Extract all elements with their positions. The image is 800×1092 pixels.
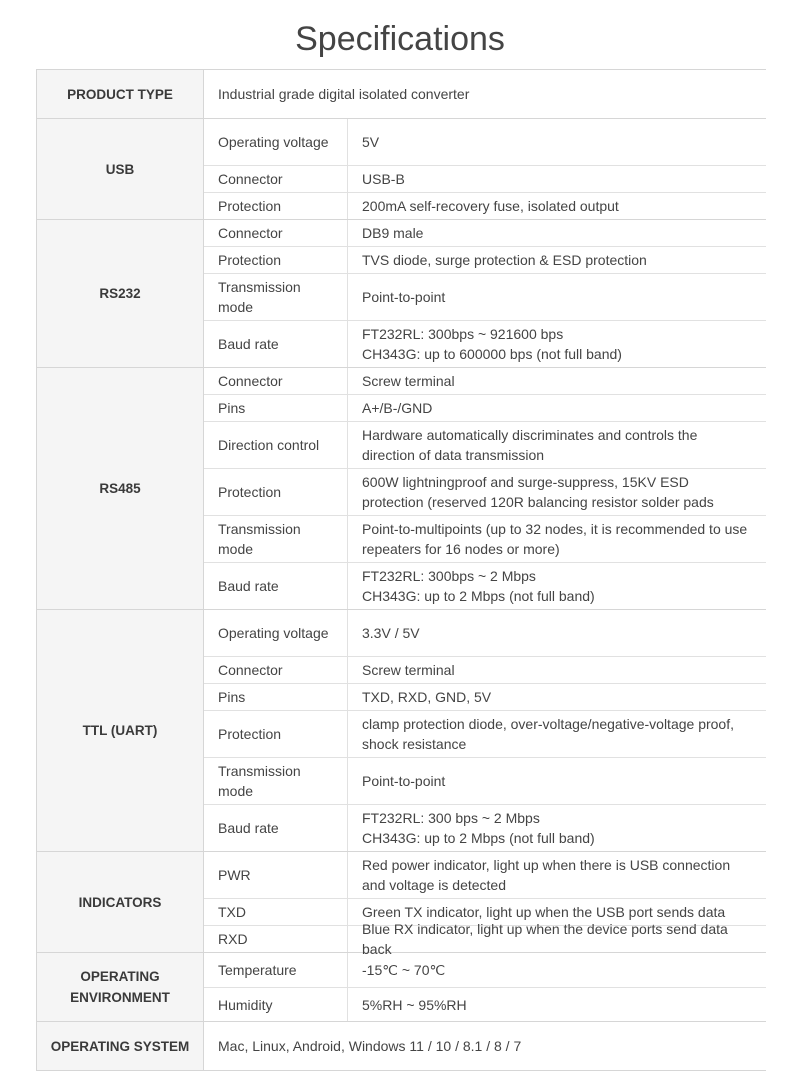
spec-key: Connector: [204, 220, 348, 246]
spec-row: [204, 657, 766, 684]
spec-key: TXD: [204, 899, 348, 925]
spec-value-line: FT232RL: 300 bps ~ 2 Mbps: [362, 810, 540, 826]
spec-row: [204, 805, 766, 851]
spec-key: Protection: [204, 193, 348, 219]
spec-value: [348, 321, 766, 367]
spec-value: clamp protection diode, over-voltage/negative-voltage proof, shock resistance: [362, 716, 734, 752]
spec-key: Protection: [204, 469, 348, 515]
spec-key: Humidity: [204, 988, 348, 1021]
spec-row: [204, 711, 766, 758]
spec-value-line: FT232RL: 300bps ~ 921600 bps: [362, 326, 564, 342]
spec-key: RXD: [204, 926, 348, 952]
spec-row: [204, 684, 766, 711]
spec-value: TXD, RXD, GND, 5V: [362, 689, 492, 705]
spec-key: Connector: [204, 657, 348, 683]
spec-row: [204, 469, 766, 516]
spec-key: Transmission mode: [204, 274, 348, 320]
spec-key: Protection: [204, 247, 348, 273]
spec-row: [204, 988, 766, 1021]
spec-row: [204, 247, 766, 274]
spec-group-environment: [37, 953, 766, 1022]
spec-value: Green TX indicator, light up when the USB port sends data: [362, 904, 726, 920]
category-label: USB: [37, 119, 204, 219]
spec-key: Operating voltage: [204, 610, 348, 656]
spec-row: [204, 193, 766, 219]
spec-table: [36, 69, 766, 1071]
spec-row: [204, 610, 766, 657]
category-label: RS485: [37, 368, 204, 609]
spec-key: Connector: [204, 368, 348, 394]
spec-value: Screw terminal: [362, 662, 455, 678]
spec-key: Protection: [204, 711, 348, 757]
spec-value: Red power indicator, light up when there is USB connection and voltage is detected: [362, 857, 731, 893]
spec-value: 5%RH ~ 95%RH: [362, 996, 467, 1013]
spec-value: 3.3V / 5V: [362, 625, 420, 641]
spec-row: [204, 119, 766, 166]
spec-key: Connector: [204, 166, 348, 192]
spec-group-rs232: [37, 220, 766, 368]
category-label: INDICATORS: [37, 852, 204, 952]
spec-value: Hardware automatically discriminates and controls the direction of data transmission: [362, 427, 698, 463]
spec-key: Baud rate: [204, 563, 348, 609]
spec-row: [204, 368, 766, 395]
spec-value: Point-to-point: [362, 289, 446, 305]
spec-value-line: CH343G: up to 2 Mbps (not full band): [362, 830, 595, 846]
product-type-value: Industrial grade digital isolated converter: [218, 86, 470, 102]
spec-value: -15℃ ~ 70℃: [362, 962, 446, 978]
spec-value: [348, 563, 766, 609]
category-label: RS232: [37, 220, 204, 367]
spec-value-line: CH343G: up to 2 Mbps (not full band): [362, 588, 595, 604]
spec-key: PWR: [204, 852, 348, 898]
spec-value: Point-to-point: [362, 773, 446, 789]
spec-value: DB9 male: [362, 225, 424, 241]
spec-value: A+/B-/GND: [362, 400, 433, 416]
spec-row: [204, 274, 766, 321]
spec-key: Pins: [204, 684, 348, 710]
category-label: OPERATING SYSTEM: [37, 1022, 204, 1070]
spec-value: 600W lightningproof and surge-suppress, 15KV ESD protection (reserved 120R balancing resistor solder pads: [362, 474, 714, 510]
spec-key: Direction control: [204, 422, 348, 468]
spec-group-ttl: [37, 610, 766, 852]
operating-system-value: Mac, Linux, Android, Windows 11 / 10 / 8.1 / 8 / 7: [218, 1038, 522, 1054]
operating-system-row: [37, 1022, 766, 1071]
spec-key: Baud rate: [204, 321, 348, 367]
spec-row: [204, 852, 766, 899]
spec-key: Baud rate: [204, 805, 348, 851]
spec-value-line: CH343G: up to 600000 bps (not full band): [362, 346, 622, 362]
spec-row: [204, 921, 766, 957]
spec-value: 5V: [362, 134, 380, 150]
spec-row: [204, 953, 766, 988]
spec-value: [348, 805, 766, 851]
spec-group-indicators: [37, 852, 766, 957]
page-title: Specifications: [295, 20, 505, 58]
product-type-row: [37, 70, 766, 119]
spec-row: [204, 422, 766, 469]
spec-group-usb: [37, 119, 766, 220]
spec-row: [204, 166, 766, 193]
spec-row: [204, 220, 766, 247]
category-label: OPERATING ENVIRONMENT: [37, 953, 204, 1021]
spec-value-line: FT232RL: 300bps ~ 2 Mbps: [362, 568, 536, 584]
spec-key: Pins: [204, 395, 348, 421]
spec-row: [204, 563, 766, 609]
spec-row: [204, 395, 766, 422]
category-label: PRODUCT TYPE: [37, 70, 204, 118]
spec-key: Temperature: [204, 953, 348, 987]
spec-value: Blue RX indicator, light up when the device ports send data back: [362, 921, 728, 957]
spec-key: Operating voltage: [204, 119, 348, 165]
spec-row: [204, 321, 766, 367]
spec-value: TVS diode, surge protection & ESD protection: [362, 252, 647, 268]
category-label: TTL (UART): [37, 610, 204, 851]
spec-value: Point-to-multipoints (up to 32 nodes, it is recommended to use repeaters for 16 nodes or more): [362, 521, 748, 557]
spec-value: 200mA self-recovery fuse, isolated output: [362, 198, 619, 214]
spec-value: USB-B: [362, 171, 405, 187]
spec-key: Transmission mode: [204, 516, 348, 562]
spec-group-rs485: [37, 368, 766, 610]
spec-key: Transmission mode: [204, 758, 348, 804]
spec-row: [204, 516, 766, 563]
spec-value: Screw terminal: [362, 373, 455, 389]
spec-row: [204, 758, 766, 805]
